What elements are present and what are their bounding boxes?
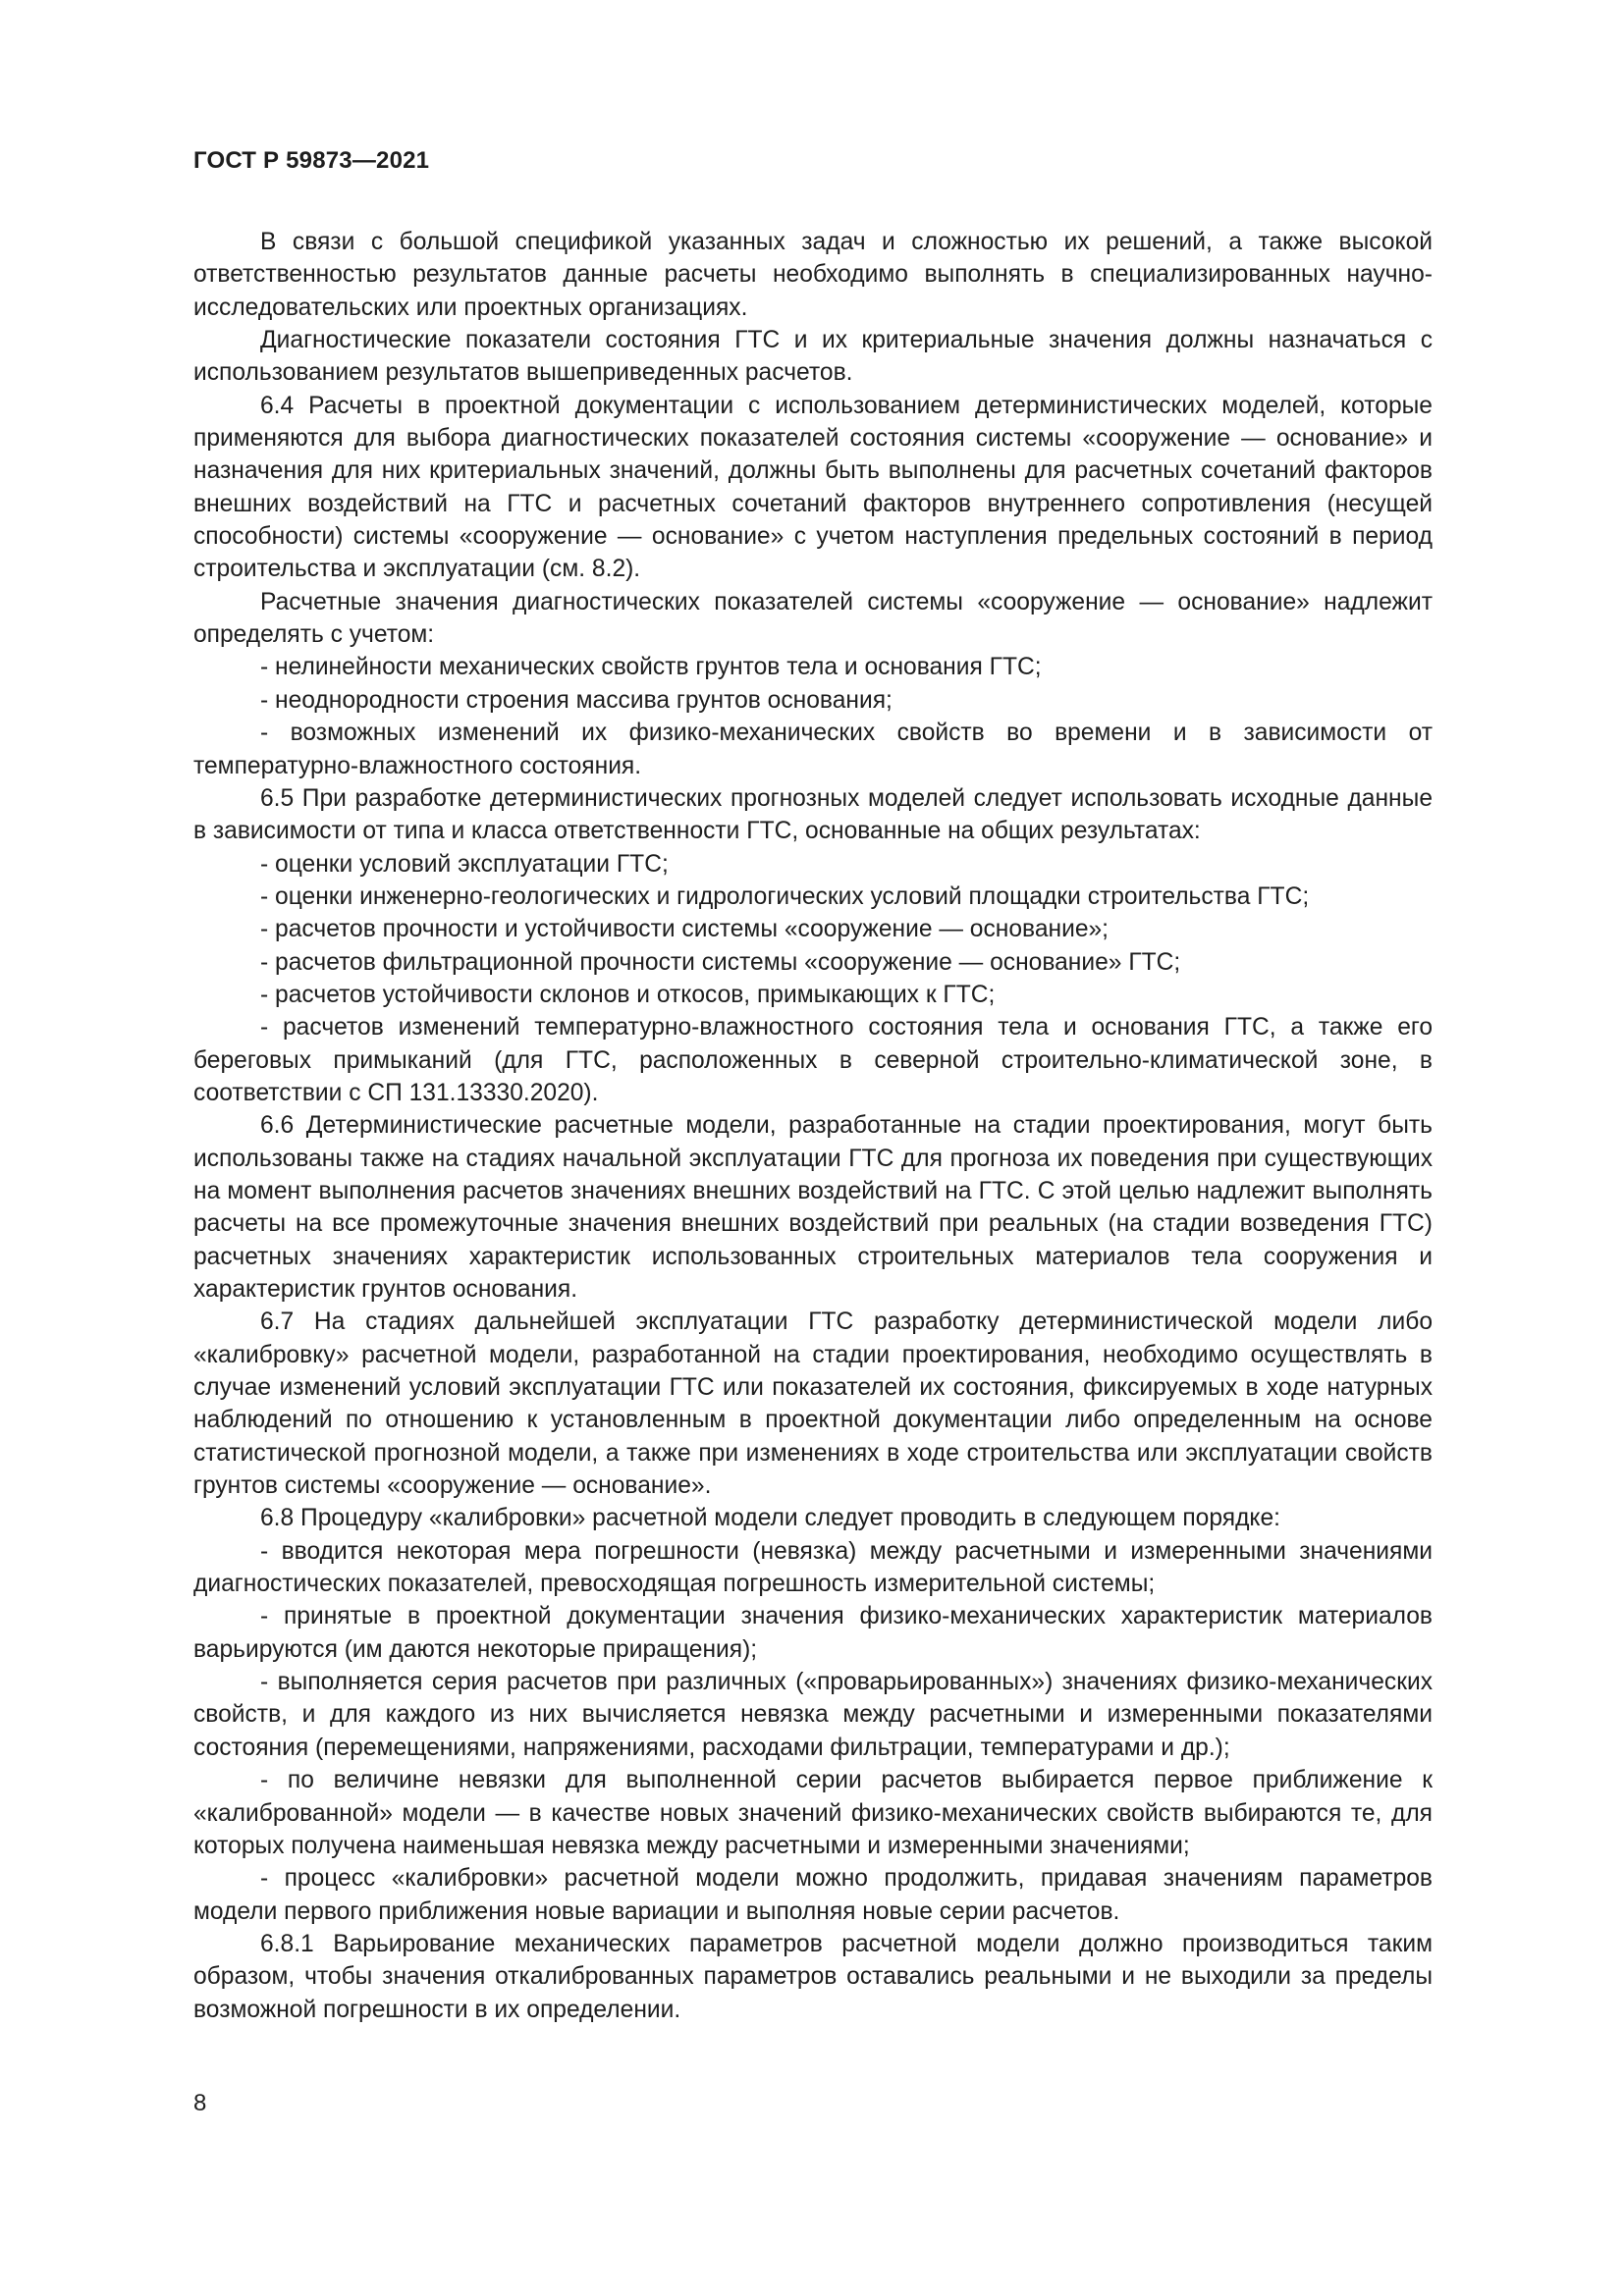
document-body (193, 226, 1433, 2026)
list-item: - по величине невязки для выполненной серии расчетов выбирается первое приближение к «калиброванной» модели — в качестве новых значений физико-механических свойств выбираются те, для которых получена наименьшая невязка между расчетными и измеренными значениями; (193, 1767, 1433, 1859)
list-item: - расчетов прочности и устойчивости системы «сооружение — основание»; (260, 916, 1110, 943)
list-item: - расчетов изменений температурно-влажностного состояния тела и основания ГТС, а также его береговых примыканий (для ГТС, расположенных в северной строительно-климатической зоне, в соответствии с СП 131.13330.2020). (193, 1014, 1433, 1106)
clause-6-8-1: 6.8.1 Варьирование механических параметров расчетной модели должно производиться таким образом, чтобы значения откалиброванных параметров оставались реальными и не выходили за пределы возможной погрешности в их определении. (193, 1930, 1433, 2023)
paragraph: Диагностические показатели состояния ГТС и их критериальные значения должны назначаться с использованием результатов вышеприведенных расчетов. (193, 327, 1433, 387)
list-item: - неоднородности строения массива грунтов основания; (260, 686, 893, 714)
paragraph: В связи с большой спецификой указанных задач и сложностью их решений, а также высокой ответственностью результатов данные расчеты необходимо выполнять в специализированных научно-исследовательских или проектных организациях. (193, 229, 1433, 321)
paragraph: Расчетные значения диагностических показателей системы «сооружение — основание» надлежит определять с учетом: (193, 588, 1433, 649)
list-item: - оценки условий эксплуатации ГТС; (260, 850, 669, 878)
list-item: - расчетов фильтрационной прочности системы «сооружение — основание» ГТС; (260, 948, 1181, 976)
clause-6-6: 6.6 Детерминистические расчетные модели, разработанные на стадии проектирования, могут быть использованы также на стадиях начальной эксплуатации ГТС для прогноза их поведения при существующих на момент выполнения расчетов значениях внешних воздействий на ГТС. С этой целью надлежит выполнять расчеты на все промежуточные значения внешних воздействий при реальных (на стадии возведения ГТС) расчетных значениях характеристик использованных строительных материалов тела сооружения и характеристик грунтов основания. (193, 1112, 1433, 1303)
clause-6-4: 6.4 Расчеты в проектной документации с использованием детерминистических моделей, которые применяются для выбора диагностических показателей состояния системы «сооружение — основание» и назначения для них критериальных значений, должны быть выполнены для расчетных сочетаний факторов внешних воздействий на ГТС и расчетных сочетаний факторов внутреннего сопротивления (несущей способности) системы «сооружение — основание» с учетом наступления предельных состояний в период строительства и эксплуатации (см. 8.2). (193, 392, 1433, 583)
clause-6-5: 6.5 При разработке детерминистических прогнозных моделей следует использовать исходные данные в зависимости от типа и класса ответственности ГТС, основанные на общих результатах: (193, 784, 1433, 845)
list-item: - принятые в проектной документации значения физико-механических характеристик материалов варьируются (им даются некоторые приращения); (193, 1603, 1433, 1663)
standard-designation: ГОСТ Р 59873—2021 (193, 147, 430, 174)
list-item: - расчетов устойчивости склонов и откосов, примыкающих к ГТС; (260, 981, 996, 1008)
list-item: - выполняется серия расчетов при различных («проварьированных») значениях физико-механических свойств, и для каждого из них вычисляется невязка между расчетными и измеренными показателями состояния (перемещениями, напряжениями, расходами фильтрации, температурами и др.); (193, 1669, 1433, 1761)
list-item: - вводится некоторая мера погрешности (невязка) между расчетными и измеренными значениями диагностических показателей, превосходящая погрешность измерительной системы; (193, 1537, 1433, 1598)
clause-6-8: 6.8 Процедуру «калибровки» расчетной модели следует проводить в следующем порядке: (260, 1505, 1280, 1532)
clause-6-7: 6.7 На стадиях дальнейшей эксплуатации ГТС разработку детерминистической модели либо «калибровку» расчетной модели, разработанной на стадии проектирования, необходимо осуществлять в случае изменений условий эксплуатации ГТС или показателей их состояния, фиксируемых в ходе натурных наблюдений по отношению к установленным в проектной документации либо определенным на основе статистической прогнозной модели, а также при изменениях в ходе строительства или эксплуатации свойств грунтов системы «сооружение — основание». (193, 1308, 1433, 1500)
list-item: - возможных изменений их физико-механических свойств во времени и в зависимости от температурно-влажностного состояния. (193, 720, 1433, 779)
list-item: - нелинейности механических свойств грунтов тела и основания ГТС; (260, 654, 1042, 681)
list-item: - процесс «калибровки» расчетной модели можно продолжить, придавая значениям параметров модели первого приближения новые вариации и выполняя новые серии расчетов. (193, 1865, 1433, 1925)
page-number: 8 (193, 2090, 207, 2116)
list-item: - оценки инженерно-геологических и гидрологических условий площадки строительства ГТС; (260, 882, 1310, 910)
